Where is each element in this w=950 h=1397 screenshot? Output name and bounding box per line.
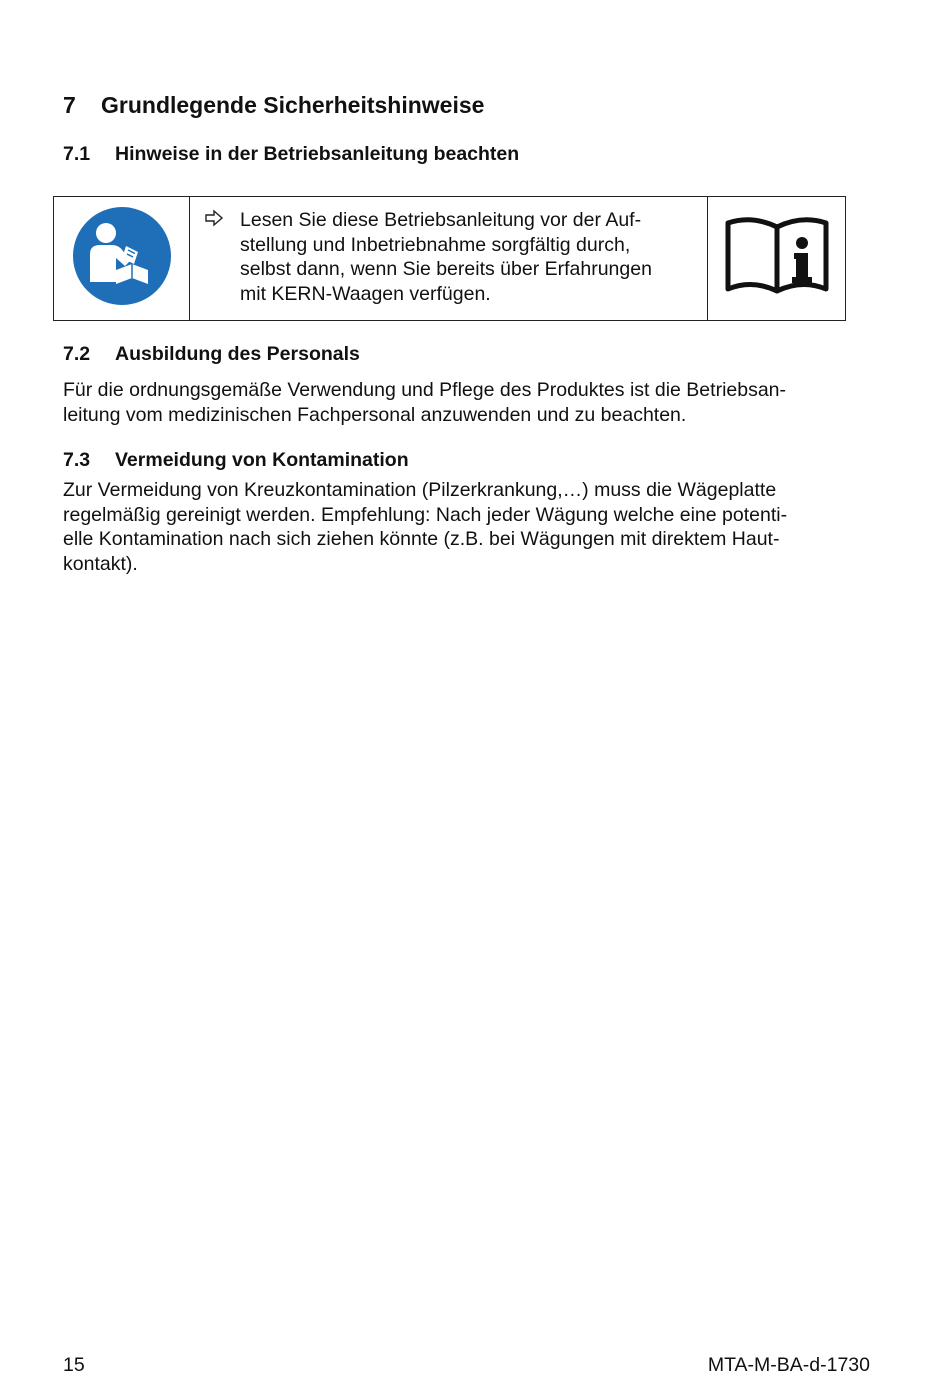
paragraph-line: Für die ordnungsgemäße Verwendung und Pflege des Produktes ist die Betriebsan- (63, 379, 787, 401)
notice-line: mit KERN-Waagen verfügen. (240, 283, 491, 306)
notice-text-cell (190, 197, 708, 321)
paragraph-line: regelmäßig gereinigt werden. Empfehlung: Nach jeder Wägung welche eine potenti- (63, 503, 788, 526)
manual-notice-box (53, 196, 846, 321)
subsection-heading-7-2 (63, 343, 360, 366)
paragraph-line: leitung vom medizinischen Fachpersonal anzuwenden und zu beachten. (63, 403, 687, 426)
subsection-number: 7.2 (63, 343, 91, 365)
section-heading (63, 92, 484, 119)
read-manual-icon (72, 206, 172, 306)
notice-line: selbst dann, wenn Sie bereits über Erfahrungen (240, 258, 652, 281)
section-title: Grundlegende Sicherheitshinweise (101, 92, 485, 118)
notice-line: Lesen Sie diese Betriebsanleitung vor der Auf- (240, 209, 642, 231)
subsection-heading-7-1 (63, 143, 519, 166)
subsection-title: Vermeidung von Kontamination (115, 449, 409, 471)
hollow-arrow-right-icon (204, 208, 224, 228)
paragraph-7-3 (63, 478, 863, 577)
paragraph-7-2 (63, 378, 863, 427)
notice-line: stellung und Inbetriebnahme sorgfältig durch, (240, 233, 631, 256)
section-number: 7 (63, 92, 76, 118)
subsection-title: Ausbildung des Personals (115, 343, 360, 365)
paragraph-line: Zur Vermeidung von Kreuzkontamination (Pilzerkrankung,…) muss die Wägeplatte (63, 479, 777, 501)
subsection-heading-7-3 (63, 449, 409, 472)
paragraph-line: elle Kontamination nach sich ziehen könnte (z.B. bei Wägungen mit direktem Haut- (63, 528, 780, 551)
info-book-icon (724, 217, 830, 295)
notice-text (240, 208, 652, 307)
notice-left-icon-cell (54, 197, 190, 321)
document-code: MTA-M-BA-d-1730 (707, 1354, 870, 1376)
paragraph-line: kontakt). (63, 553, 138, 576)
notice-right-icon-cell (708, 197, 846, 321)
subsection-number: 7.1 (63, 143, 91, 165)
subsection-number: 7.3 (63, 449, 91, 471)
subsection-title: Hinweise in der Betriebsanleitung beachten (115, 143, 520, 165)
page-number: 15 (63, 1354, 85, 1376)
